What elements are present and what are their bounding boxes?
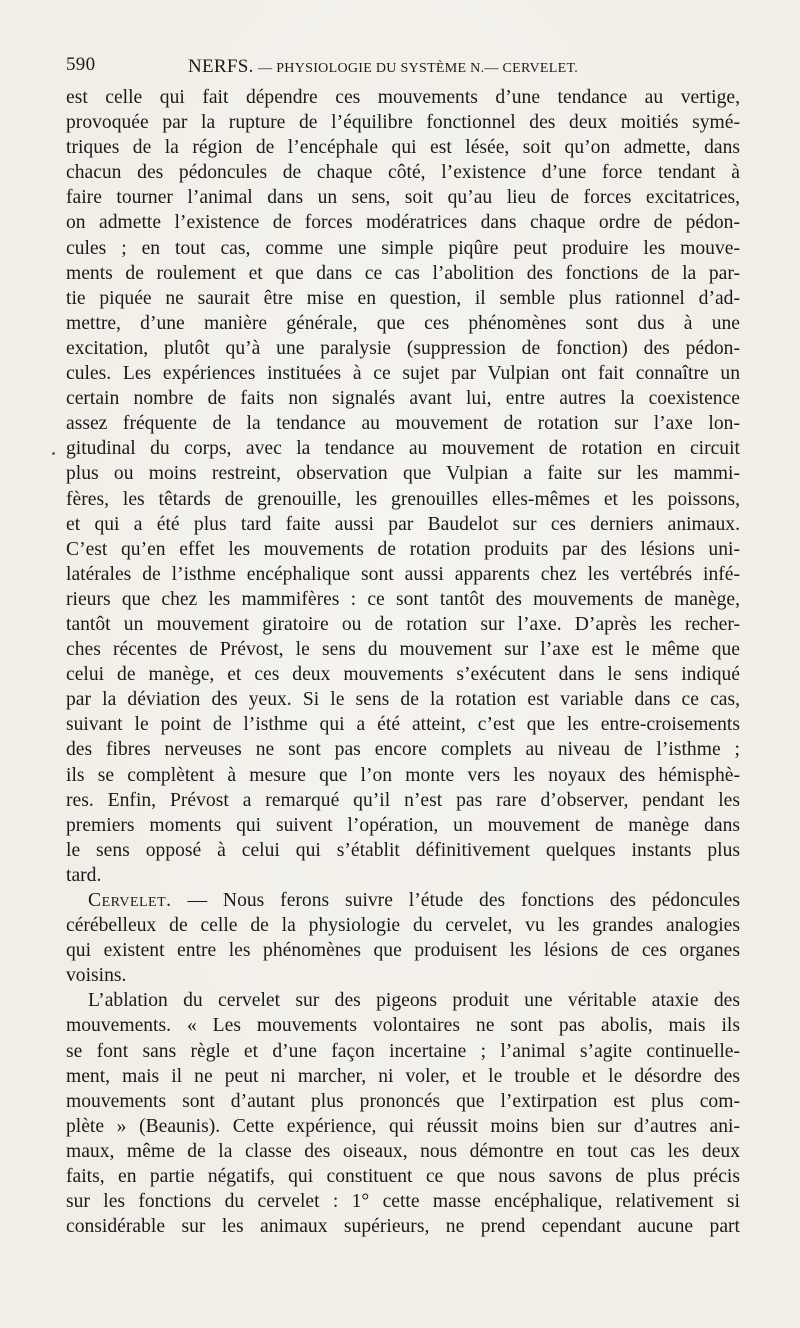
text-line: cules. Les expériences instituées à ce sujet par Vulpian ont fait connaître un — [66, 363, 740, 385]
text-line: excitation, plutôt qu’à une paralysie (suppression de fonction) des pédon- — [66, 337, 740, 359]
text-line: par la déviation des yeux. Si le sens de la rotation est variable dans ce cas, — [66, 689, 740, 711]
text-line: — Nous ferons suivre l’étude des fonctions des pédoncules — [187, 890, 740, 911]
running-title-rest: — PHYSIOLOGIE DU SYSTÈME N.— CERVELET. — [258, 61, 579, 76]
text-line: mouvements sont d’autant plus prononcés que l’extirpation est plus com- — [66, 1090, 740, 1112]
text-line: le sens opposé à celui qui s’établit définitivement quelques instants plus — [66, 839, 740, 861]
text-line: latérales de l’isthme encéphalique sont aussi apparents chez les vertébrés infé- — [66, 563, 740, 585]
body-text — [66, 85, 740, 1239]
text-line: premiers moments qui suivent l’opération, un mouvement de manège dans — [66, 814, 740, 836]
text-line: assez fréquente de la tendance au mouvement de rotation sur l’axe lon- — [66, 413, 740, 435]
text-line: mettre, d’une manière générale, que ces phénomènes sont dus à une — [66, 312, 740, 334]
text-line: tantôt un mouvement giratoire ou de rotation sur l’axe. D’après les recher- — [66, 613, 740, 635]
text-line: ments de roulement et que dans ce cas l’abolition des fonctions de la par- — [66, 262, 740, 284]
text-line: ils se complètent à mesure que l’on monte vers les noyaux des hémisphè- — [66, 764, 740, 786]
page-header — [66, 54, 736, 80]
text-line: fères, les têtards de grenouille, les grenouilles elles-mêmes et les poissons, — [66, 488, 740, 510]
text-line: des fibres nerveuses ne sont pas encore complets au niveau de l’isthme ; — [66, 739, 740, 761]
text-line: plète » (Beaunis). Cette expérience, qui réussit moins bien sur d’autres ani- — [66, 1115, 740, 1137]
text-line: tard. — [66, 864, 102, 886]
text-line: celui de manège, et ces deux mouvements s’exécutent dans le sens indiqué — [66, 664, 740, 686]
text-line: mouvements. « Les mouvements volontaires ne sont pas abolis, mais ils — [66, 1015, 740, 1037]
text-line: L’ablation du cervelet sur des pigeons produit une véritable ataxie des — [88, 990, 740, 1012]
text-line: considérable sur les animaux supérieurs, ne prend cependant aucune part — [66, 1216, 740, 1238]
text-line: rieurs que chez les mammifères : ce sont tantôt des mouvements de manège, — [66, 588, 740, 610]
text-line: est celle qui fait dépendre ces mouvements d’une tendance au vertige, — [66, 87, 740, 108]
text-line: provoquée par la rupture de l’équilibre fonctionnel des deux moitiés symé- — [66, 112, 740, 134]
text-line: chacun des pédoncules de chaque côté, l’existence d’une force tendant à — [66, 162, 740, 184]
text-line: qui existent entre les phénomènes que produisent les lésions de ces organes — [66, 940, 740, 962]
page-number: 590 — [66, 54, 96, 75]
text-line: plus ou moins restreint, observation que Vulpian a faite sur les mammi- — [66, 463, 740, 485]
text-line: cules ; en tout cas, comme une simple piqûre peut produire les mouve- — [66, 237, 740, 259]
text-line: faire tourner l’animal dans un sens, soit qu’au lieu de forces excitatrices, — [66, 187, 740, 209]
text-line: ches récentes de Prévost, le sens du mouvement sur l’axe est le même que — [66, 639, 740, 661]
text-line: suivant le point de l’isthme qui a été atteint, c’est que les entre-croisements — [66, 714, 740, 736]
section-heading-cervelet: Cervelet. — [88, 890, 172, 911]
text-line: voisins. — [66, 965, 127, 987]
text-line: et qui a été plus tard faite aussi par Baudelot sur ces derniers animaux. — [66, 513, 740, 535]
scan-speck — [52, 452, 55, 455]
text-line: cérébelleux de celle de la physiologie du cervelet, vu les grandes analogies — [66, 915, 740, 937]
running-title — [188, 56, 578, 78]
text-line: certain nombre de faits non signalés avant lui, entre autres la coexistence — [66, 388, 740, 410]
text-line: triques de la région de l’encéphale qui est lésée, soit qu’on admette, dans — [66, 137, 740, 159]
text-line: maux, même de la classe des oiseaux, nous démontre en tout cas les deux — [66, 1140, 740, 1162]
text-line: res. Enfin, Prévost a remarqué qu’il n’est pas rare d’observer, pendant les — [66, 789, 740, 811]
text-line: se font sans règle et d’une façon incertaine ; l’animal s’agite continuelle- — [66, 1040, 740, 1062]
text-line: ment, mais il ne peut ni marcher, ni voler, et le trouble et le désordre des — [66, 1065, 740, 1087]
text-line: C’est qu’en effet les mouvements de rotation produits par des lésions uni- — [66, 538, 740, 560]
cervelet-paragraph-first-line — [66, 888, 740, 913]
text-line: faits, en partie négatifs, qui constituent ce que nous savons de plus précis — [66, 1166, 740, 1188]
text-line: on admette l’existence de forces modératrices dans chaque ordre de pédon- — [66, 212, 740, 234]
text-line: tie piquée ne saurait être mise en question, il semble plus rationnel d’ad- — [66, 287, 740, 309]
running-title-prefix: NERFS. — [188, 56, 254, 77]
text-line: gitudinal du corps, avec la tendance au mouvement de rotation en circuit — [66, 438, 740, 460]
text-line: sur les fonctions du cervelet : 1° cette masse encéphalique, relativement si — [66, 1191, 740, 1213]
